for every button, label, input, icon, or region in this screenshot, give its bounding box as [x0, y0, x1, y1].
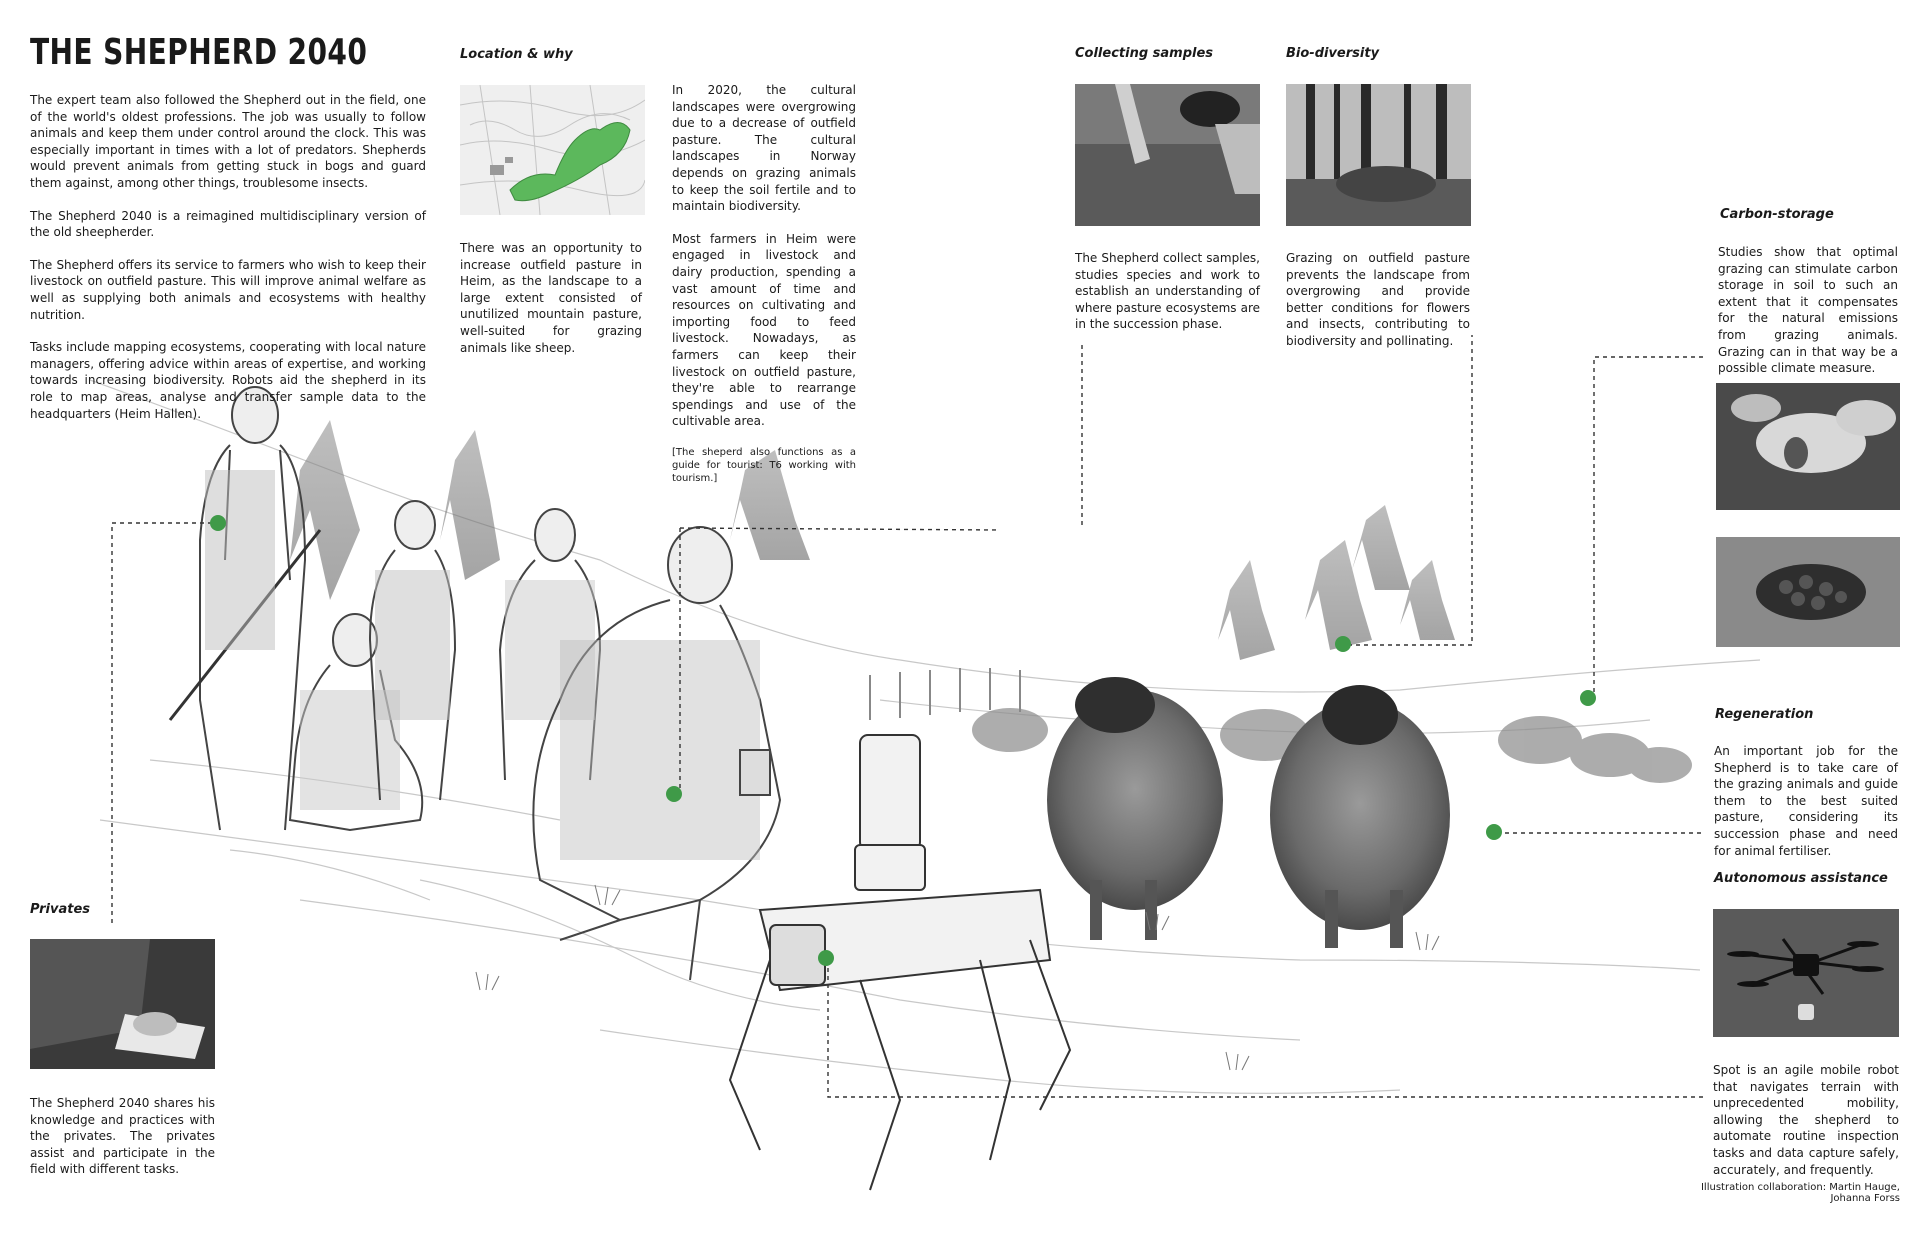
biodiversity-heading: Bio-diversity	[1286, 46, 1380, 61]
privates-photo	[30, 939, 215, 1069]
drone-photo	[1713, 909, 1899, 1037]
regeneration-text: An important job for the Shepherd is to take care of the grazing animals and guide them to the best suited pasture, considering its succession phase and need for animal fertiliser.	[1714, 744, 1898, 858]
marker-dot-crouching-shepherd[interactable]	[666, 786, 682, 802]
carbon-text: Studies show that optimal grazing can stimulate carbon storage in soil to such an extent that it compensates for the natural emissions from grazing animals. Grazing can in that way be a possible climate measure.	[1718, 245, 1898, 376]
intro-text	[30, 92, 426, 438]
intro-paragraph: The expert team also followed the Shepherd out in the field, one of the world's oldest professions. The job was usually to follow animals and keep them under control around the clock. This was especially important in times with a lot of predators. Shepherds would prevent animals from getting stuck in bogs and guard them against, among other things, troublesome insects.	[30, 93, 426, 190]
collecting-samples-photo	[1075, 84, 1260, 226]
marker-dot-carbon[interactable]	[1580, 690, 1596, 706]
dung-photo	[1716, 537, 1900, 647]
location-paragraph: In 2020, the cultural landscapes were overgrowing due to a decrease of outfield pasture. The cultural landscapes in Norway depends on grazing animals to keep the soil fertile and to maintain biodiversity.	[672, 83, 856, 214]
marker-dot-robot[interactable]	[818, 950, 834, 966]
marker-dot-regeneration[interactable]	[1486, 824, 1502, 840]
collecting-heading: Collecting samples	[1075, 46, 1214, 61]
privates-heading: Privates	[30, 902, 91, 917]
location-text-right	[672, 82, 856, 501]
map-highlight-area	[510, 123, 630, 201]
carbon-heading: Carbon-storage	[1720, 207, 1834, 222]
location-map	[460, 85, 645, 215]
leader-carbon	[1594, 357, 1705, 700]
location-paragraph: Most farmers in Heim were engaged in livestock and dairy production, spending a vast amount of time and resources on cultivating and importing food to feed livestock. Nowadays, as farmers can keep their livestock on outfield pasture, they're able to rearrange spendings and use of the cultivable area.	[672, 231, 856, 429]
illustration-credit: Illustration collaboration: Martin Hauge, Johanna Forss	[1700, 1182, 1900, 1204]
location-note: [The sheperd also functions as a guide for tourist: T6 working with tourism.]	[672, 446, 856, 484]
spot-robot	[730, 735, 1070, 1190]
intro-paragraph: The Shepherd 2040 is a reimagined multidisciplinary version of the old sheepherder.	[30, 208, 426, 240]
person-standing-left	[170, 387, 320, 830]
biodiversity-text: Grazing on outfield pasture prevents the landscape from overgrowing and provide better conditions for flowers and insects, contributing to biodiversity and pollinating.	[1286, 251, 1470, 348]
autonomous-heading: Autonomous assistance	[1714, 871, 1888, 886]
location-text-left	[460, 240, 642, 372]
location-heading: Location & why	[460, 47, 573, 62]
sheep-left	[1047, 677, 1223, 940]
page-title: THE SHEPHERD 2040	[30, 32, 368, 73]
intro-paragraph: The Shepherd offers its service to farmers who wish to keep their livestock on outfield pasture. This will improve animal welfare as well as supplying both animals and ecosystems with healthy nutrition.	[30, 257, 426, 322]
regeneration-heading: Regeneration	[1715, 707, 1814, 722]
autonomous-text: Spot is an agile mobile robot that navigates terrain with unprecedented mobility, allowing the shepherd to automate routine inspection tasks and data capture safely, accurately, and frequently.	[1713, 1063, 1899, 1177]
intro-paragraph: Tasks include mapping ecosystems, cooperating with local nature managers, offering advice within areas of expertise, and working towards increasing biodiversity. Robots aid the shepherd in its role to map areas, analyse and transfer sample data to the headquarters (Heim Hallen).	[30, 340, 426, 421]
sheep-grazing-photo	[1716, 383, 1900, 510]
marker-dot-biodiversity[interactable]	[1335, 636, 1351, 652]
tree-group-right	[1218, 505, 1455, 660]
collecting-text: The Shepherd collect samples, studies species and work to establish an understanding of where pasture ecosystems are in the succession phase.	[1075, 251, 1260, 332]
privates-text: The Shepherd 2040 shares his knowledge and practices with the privates. The privates assist and participate in the field with different tasks.	[30, 1096, 215, 1177]
leader-privates	[112, 523, 218, 923]
forest-photo	[1286, 84, 1471, 226]
marker-dot-privates[interactable]	[210, 515, 226, 531]
location-paragraph: There was an opportunity to increase outfield pasture in Heim, as the landscape to a large extent consisted of unutilized mountain pasture, well-suited for grazing animals like sheep.	[460, 241, 642, 355]
